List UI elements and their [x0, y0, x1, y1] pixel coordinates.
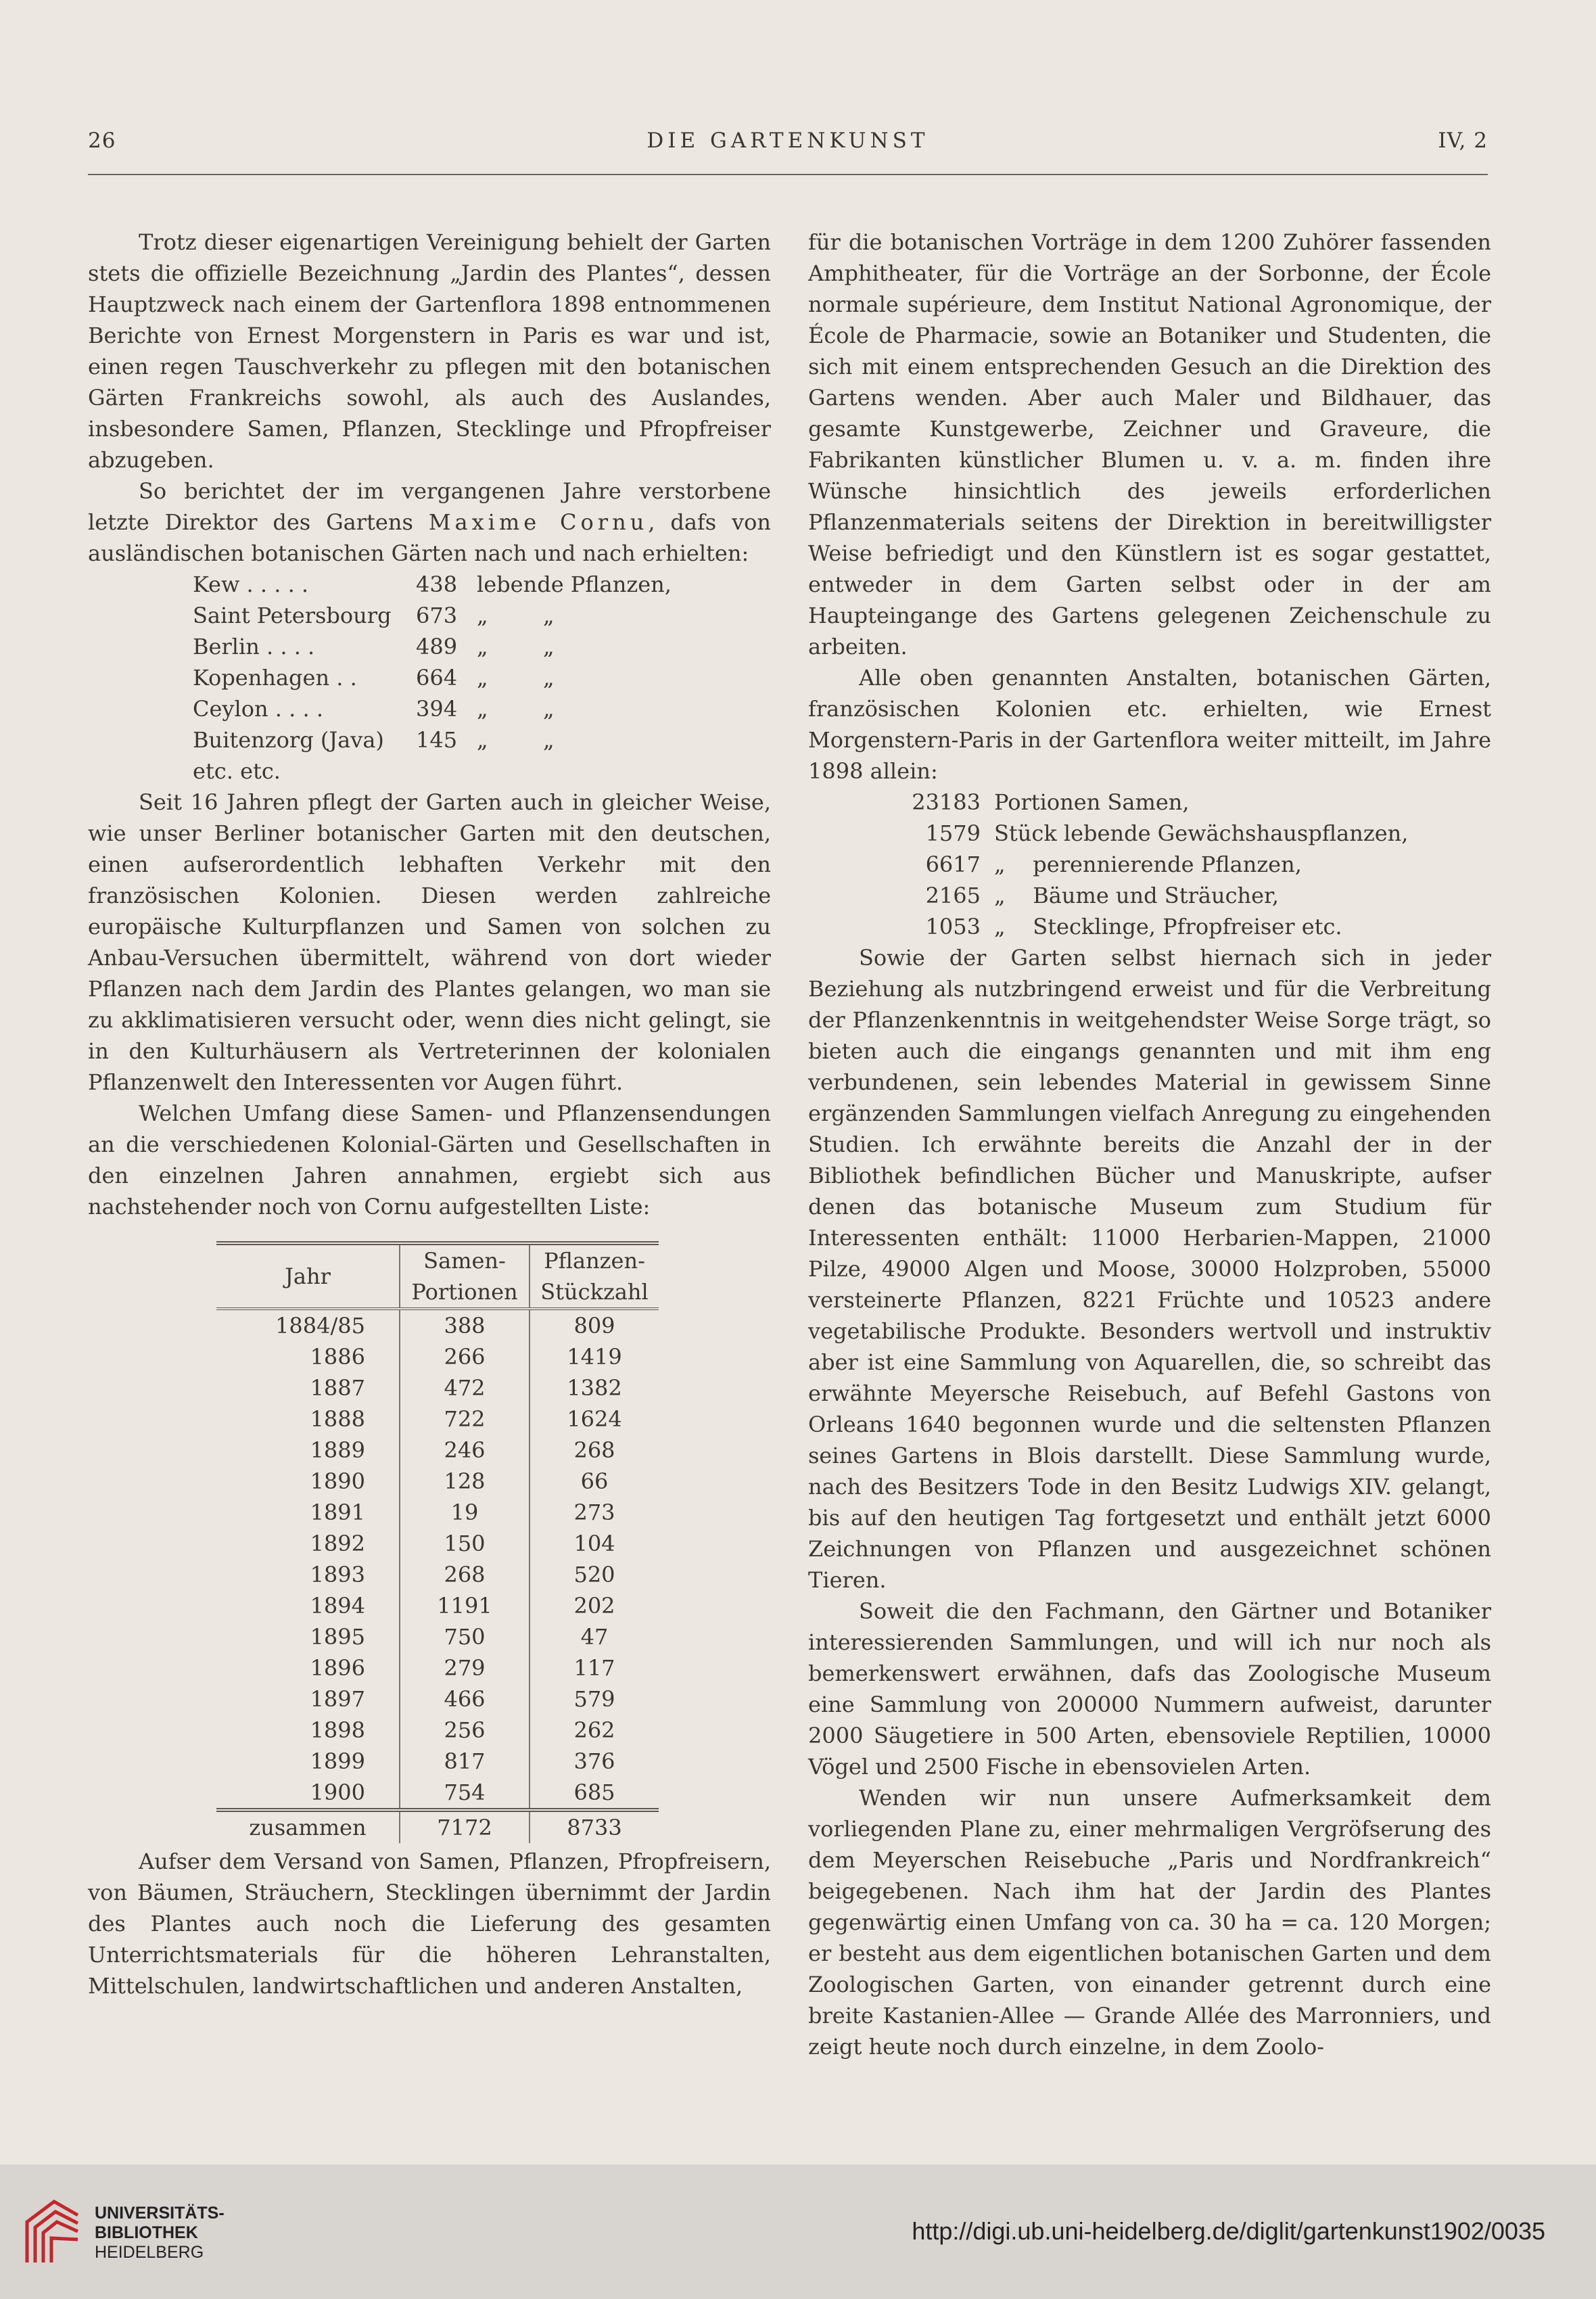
paragraph: Sowie der Garten selbst hiernach sich in jeder Beziehung als nutzbringend erweist und für die Verbreitung der Pflanzenkenntnis in weitgehendster Weise Sorge trägt, so bieten auch die eingangs genannten und mit ihm eng verbundenen, sein lebendes Material in gewissem Sinne ergänzenden Sammlungen vielfach Anregung zu eingehenden Studien. Ich erwähnte bereits die Anzahl der in der Bibliothek befindlichen Bücher und Manuskripte, aufser denen das botanische Museum zum Studium für Interessenten enthält: 11000 Herbarien-Mappen, 21000 Pilze, 49000 Algen und Moose, 30000 Holzproben, 55000 versteinerte Pflanzen, 8221 Früchte und 10523 andere vegetabilische Produkte. Besonders wertvoll und instruktiv aber ist eine Sammlung von Aquarellen, die, so schreibt das erwähnte Meyersche Reisebuch, auf Befehl Gastons von Orleans 1640 begonnen wurde und die seltensten Pflanzen seines Gartens in Blois darstellt. Diese Sammlung wurde, nach des Besitzers Tode in den Besitz Ludwigs XIV. gelangt, bis auf den heutigen Tag fortgesetzt und enthält jetzt 6000 Zeichnungen von Pflanzen und ausgezeichnet schönen Tieren. — [808, 945, 1491, 1593]
cell-samen: 128 — [400, 1466, 530, 1497]
table-row — [216, 1683, 659, 1715]
cell-samen: 388 — [400, 1309, 530, 1341]
cell-year: 1892 — [310, 1531, 365, 1556]
cell-year: 1889 — [310, 1437, 365, 1463]
page-number: 26 — [88, 129, 116, 153]
garden-unit: „ „ — [477, 665, 555, 691]
item-number: 2165 — [925, 883, 981, 908]
cell-samen: 256 — [400, 1715, 530, 1746]
table-total-row — [216, 1810, 659, 1843]
cell-samen: 466 — [400, 1683, 530, 1715]
university-library-logo-icon — [20, 2195, 81, 2269]
cell-samen: 150 — [400, 1528, 530, 1559]
cell-pflanzen: 376 — [573, 1748, 615, 1774]
cell-samen: 279 — [400, 1652, 530, 1683]
cell-pflanzen: 579 — [573, 1686, 615, 1712]
footer-band — [0, 2164, 1596, 2299]
list-item — [193, 724, 771, 756]
column-header-jahr: Jahr — [216, 1243, 400, 1309]
list-item — [193, 756, 771, 787]
paragraph: Trotz dieser eigenartigen Vereinigung behielt der Garten stets die offizielle Bezeichnung „Jardin des Plantes“, dessen Hauptzweck nach einem der Gartenflora 1898 entnommenen Berichte von Ernest Morgenstern in Paris es war und ist, einen regen Tauschverkehr zu pflegen mit den botanischen Gärten Frankreichs sowohl, als auch des Auslandes, insbesondere Samen, Pflanzen, Stecklinge und Pfropfreiser abzugeben. — [88, 229, 771, 473]
cell-samen: 1191 — [400, 1590, 530, 1621]
cell-samen: 750 — [400, 1621, 530, 1652]
garden-unit: „ „ — [477, 603, 555, 628]
table-row — [216, 1403, 659, 1435]
total-samen: 7172 — [400, 1810, 530, 1843]
garden-name: Kew . . . . . — [193, 572, 309, 597]
table-row — [216, 1341, 659, 1372]
list-item — [193, 631, 771, 662]
table-body — [216, 1309, 659, 1810]
list-item — [910, 880, 1491, 911]
item-number: 6617 — [925, 852, 981, 877]
cell-year: 1895 — [310, 1624, 365, 1650]
table-row — [216, 1715, 659, 1746]
table-row — [216, 1372, 659, 1403]
cell-pflanzen: 1382 — [567, 1375, 622, 1401]
cell-year: 1888 — [310, 1406, 365, 1432]
cell-pflanzen: 202 — [573, 1593, 615, 1619]
cell-pflanzen: 66 — [580, 1468, 609, 1494]
paragraph: Soweit die den Fachmann, den Gärtner und Botaniker interessierenden Sammlungen, und will ich nur noch als bemerkenswert erwähnen, dafs das Zoologische Museum eine Sammlung von 200000 Nummern aufweist, darunter 2000 Säugetiere in 500 Arten, ebensoviele Reptilien, 10000 Vögel und 2500 Fische in ebensovielen Arten. — [808, 1598, 1491, 1780]
paragraph: Seit 16 Jahren pflegt der Garten auch in gleicher Weise, wie unser Berliner botanischer Garten mit den deutschen, einen aufserordentlich lebhaften Verkehr mit den französischen Kolonien. Diesen werden zahlreiche europäische Kulturpflanzen und Samen von solchen zu Anbau-Versuchen übermittelt, während von dort wieder Pflanzen nach dem Jardin des Plantes gelangen, wo man sie zu akklimatisieren versucht oder, wenn dies nicht gelingt, sie in den Kulturhäusern als Vertreterinnen der kolonialen Pflanzenwelt den Interessenten vor Augen führt. — [88, 789, 771, 1095]
library-name-line: BIBLIOTHEK — [95, 2223, 198, 2242]
list-item — [910, 787, 1491, 818]
item-text: „ perennierende Pflanzen, — [994, 852, 1302, 877]
garden-count: 664 — [416, 665, 458, 691]
right-column — [808, 227, 1491, 2062]
cell-pflanzen: 1419 — [567, 1344, 622, 1370]
shipment-list — [808, 787, 1491, 942]
cell-year: 1886 — [310, 1344, 365, 1370]
item-text: „ Bäume und Sträucher, — [994, 883, 1279, 908]
library-name — [95, 2204, 225, 2262]
garden-count: 673 — [416, 603, 458, 628]
garden-unit: „ „ — [477, 634, 555, 659]
cell-year: 1899 — [310, 1748, 365, 1774]
cell-pflanzen: 809 — [573, 1313, 615, 1339]
library-name-line: UNIVERSITÄTS- — [95, 2204, 225, 2223]
library-name-line: HEIDELBERG — [95, 2243, 204, 2262]
item-text: Stück lebende Gewächshauspflanzen, — [994, 820, 1409, 846]
cell-samen: 19 — [400, 1497, 530, 1528]
paragraph: Aufser dem Versand von Samen, Pflanzen, Pfropfreisern, von Bäumen, Sträuchern, Stecklingen übernimmt der Jardin des Plantes auch noch die Lieferung des gesamten Unterrichtsmaterials für die höheren Lehranstalten, Mittelschulen, landwirtschaftlichen und anderen Anstalten, — [88, 1849, 771, 1999]
table-row — [216, 1590, 659, 1621]
garden-count: 489 — [416, 634, 458, 659]
total-label: zusammen — [216, 1810, 400, 1843]
cell-year: 1898 — [310, 1717, 365, 1743]
etc-label: etc. etc. — [193, 758, 281, 784]
garden-name: Ceylon . . . . — [193, 696, 323, 722]
cell-year: 1897 — [310, 1686, 365, 1712]
cell-year: 1887 — [310, 1375, 365, 1401]
cell-pflanzen: 47 — [580, 1624, 609, 1650]
garden-list — [88, 569, 771, 787]
cell-year: 1891 — [310, 1500, 365, 1525]
cell-samen: 268 — [400, 1559, 530, 1590]
garden-unit: „ „ — [477, 696, 555, 722]
journal-title: DIE GARTENKUNST — [647, 129, 929, 153]
table-row — [216, 1621, 659, 1652]
paragraph: Welchen Umfang diese Samen- und Pflanzensendungen an die verschiedenen Kolonial-Gärten und Gesellschaften in den einzelnen Jahren annahmen, ergiebt sich aus nachstehender noch von Cornu aufgestellten Liste: — [88, 1100, 771, 1220]
cell-samen: 722 — [400, 1403, 530, 1435]
cell-pflanzen: 520 — [573, 1562, 615, 1587]
item-number: 1579 — [925, 820, 981, 846]
item-text: Portionen Samen, — [994, 789, 1190, 815]
list-item — [910, 911, 1491, 942]
list-item — [193, 693, 771, 724]
cell-pflanzen: 273 — [573, 1500, 615, 1525]
table-row — [216, 1652, 659, 1683]
running-head — [88, 129, 1488, 162]
person-name: Maxime Cornu — [428, 509, 649, 535]
table-row — [216, 1559, 659, 1590]
cell-year: 1884/85 — [275, 1313, 365, 1339]
volume-number: IV, 2 — [1438, 129, 1488, 153]
cell-year: 1890 — [310, 1468, 365, 1494]
list-item — [193, 600, 771, 631]
list-item — [910, 818, 1491, 849]
digital-copy-link[interactable]: http://digi.ub.uni-heidelberg.de/diglit/gartenkunst1902/0035 — [912, 2217, 1545, 2245]
cell-samen: 472 — [400, 1372, 530, 1403]
table-row — [216, 1777, 659, 1810]
cell-samen: 817 — [400, 1746, 530, 1777]
garden-name: Berlin . . . . — [193, 634, 315, 659]
header-rule — [88, 174, 1488, 175]
table-header-row — [216, 1243, 659, 1309]
cell-pflanzen: 104 — [573, 1531, 615, 1556]
cell-year: 1896 — [310, 1655, 365, 1681]
list-item — [910, 849, 1491, 880]
table-row — [216, 1746, 659, 1777]
garden-count: 438 — [416, 572, 458, 597]
garden-count: 394 — [416, 696, 458, 722]
cell-samen: 754 — [400, 1777, 530, 1810]
cell-year: 1894 — [310, 1593, 365, 1619]
garden-name: Kopenhagen . . — [193, 665, 357, 691]
garden-name: Saint Petersbourg — [193, 603, 392, 628]
garden-count: 145 — [416, 727, 458, 753]
column-header-samen: Samen-Portionen — [400, 1243, 530, 1309]
item-text: „ Stecklinge, Pfropfreiser etc. — [994, 914, 1342, 939]
cell-samen: 246 — [400, 1435, 530, 1466]
item-number: 23183 — [912, 789, 981, 815]
cell-pflanzen: 117 — [573, 1655, 615, 1681]
shipment-table — [216, 1241, 659, 1843]
cell-pflanzen: 262 — [573, 1717, 615, 1743]
table-row — [216, 1309, 659, 1341]
text-run: , dafs von ausländischen botanischen Gärten nach und nach erhielten: — [88, 509, 772, 566]
table-row — [216, 1497, 659, 1528]
garden-unit: „ „ — [477, 727, 555, 753]
cell-pflanzen: 1624 — [567, 1406, 622, 1432]
garden-name: Buitenzorg (Java) — [193, 727, 384, 753]
cell-year: 1893 — [310, 1562, 365, 1587]
column-header-pflanzen: Pflanzen-Stückzahl — [530, 1243, 659, 1309]
paragraph: Wenden wir nun unsere Aufmerksamkeit dem vorliegenden Plane zu, einer mehrmaligen Vergröfserung des dem Meyerschen Reisebuche „Paris und Nordfrankreich“ beigegebenen. Nach ihm hat der Jardin des Plantes gegenwärtig einen Umfang von ca. 30 ha = ca. 120 Morgen; er besteht aus dem eigentlichen botanischen Garten und dem Zoologischen Garten, von einander getrennt durch eine breite Kastanien-Allee — Grande Allée des Marronniers, und zeigt heute noch durch einzelne, in dem Zoolo- — [808, 1785, 1491, 2060]
total-pflanzen: 8733 — [530, 1810, 659, 1843]
table-row — [216, 1435, 659, 1466]
garden-unit: lebende Pflanzen, — [477, 572, 672, 597]
list-item — [193, 569, 771, 600]
cell-samen: 266 — [400, 1341, 530, 1372]
item-number: 1053 — [925, 914, 981, 939]
cell-pflanzen: 685 — [573, 1780, 615, 1805]
paragraph: Alle oben genannten Anstalten, botanischen Gärten, französischen Kolonien etc. erhielten, wie Ernest Morgenstern-Paris in der Gartenflora weiter mitteilt, im Jahre 1898 allein: — [808, 665, 1491, 784]
table-row — [216, 1528, 659, 1559]
paragraph: für die botanischen Vorträge in dem 1200 Zuhörer fassenden Amphitheater, für die Vorträge an der Sorbonne, der École normale supérieure, dem Institut National Agronomique, der École de Pharmacie, sowie an Botaniker und Studenten, die sich mit einem entsprechenden Gesuch an die Direktion des Gartens wenden. Aber auch Maler und Bildhauer, das gesamte Kunstgewerbe, Zeichner und Graveure, die Fabrikanten künstlicher Blumen u. v. a. m. finden ihre Wünsche hinsichtlich des jeweils erforderlichen Pflanzenmaterials seitens der Direktion in bereitwilligster Weise befriedigt und den Künstlern ist es sogar gestattet, entweder in dem Garten selbst oder in der am Haupteingange des Gartens gelegenen Zeichenschule zu arbeiten. — [808, 229, 1491, 659]
cell-year: 1900 — [310, 1780, 365, 1805]
table-row — [216, 1466, 659, 1497]
list-item — [193, 662, 771, 693]
text-run: So berichtet der im vergangenen Jahre verstorbene letzte Direktor des Gartens — [88, 478, 771, 535]
paragraph — [88, 475, 771, 569]
left-column — [88, 227, 771, 2001]
cell-pflanzen: 268 — [573, 1437, 615, 1463]
